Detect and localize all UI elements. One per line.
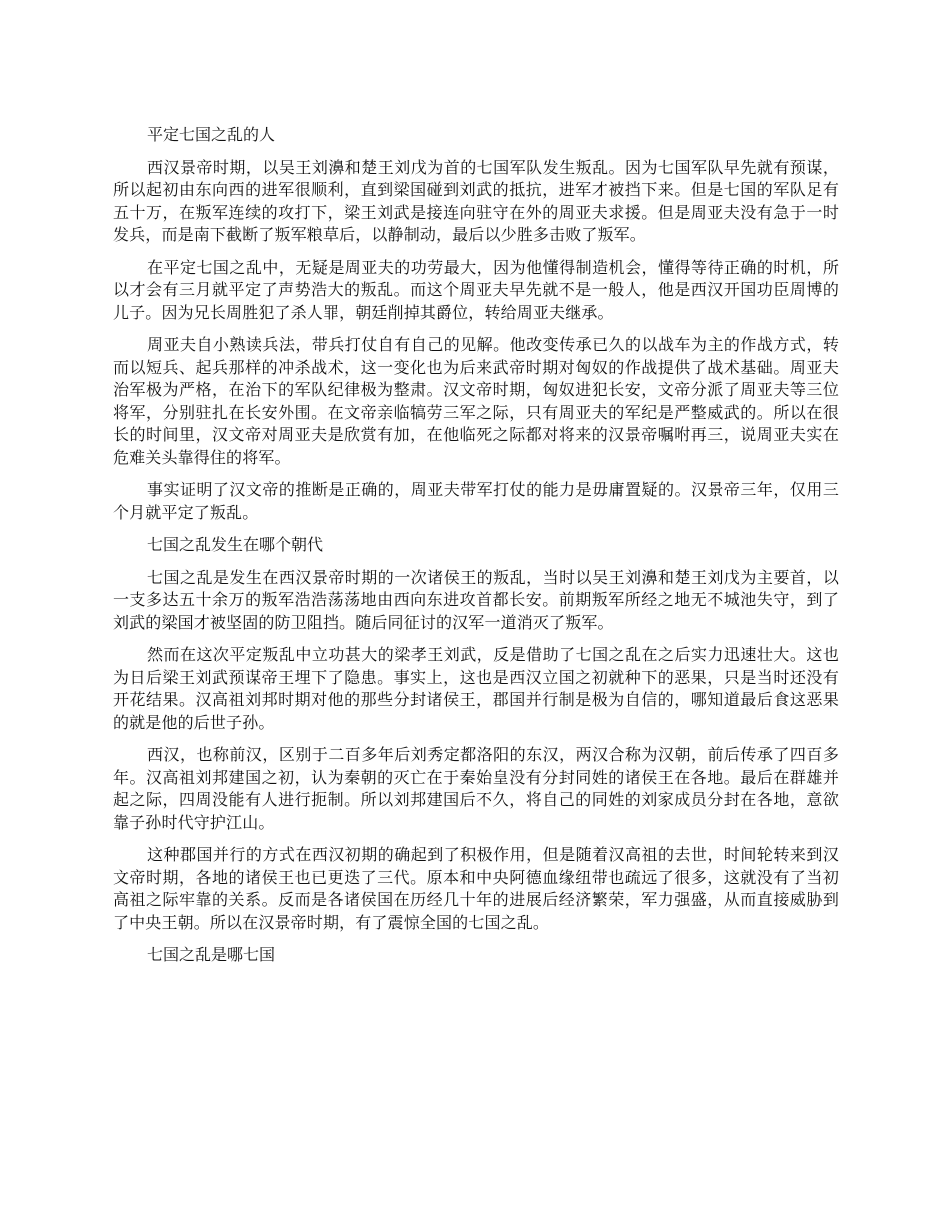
paragraph: 七国之乱是发生在西汉景帝时期的一次诸侯王的叛乱，当时以吴王刘濞和楚王刘戊为主要首，以一支多达五十余万的叛军浩浩荡荡地由西向东进攻首都长安。前期叛军所经之地无不城池失守，到了刘武的梁国才被坚固的防卫阻挡。随后同征讨的汉军一道消灭了叛军。 [113,567,839,632]
paragraph: 事实证明了汉文帝的推断是正确的，周亚夫带军打仗的能力是毋庸置疑的。汉景帝三年，仅用三个月就平定了叛乱。 [113,480,839,522]
section-heading-pingding: 平定七国之乱的人 [147,125,276,144]
section-heading-chaodai: 七国之乱发生在哪个朝代 [147,535,324,554]
paragraph: 在平定七国之乱中，无疑是周亚夫的功劳最大，因为他懂得制造机会，懂得等待正确的时机，所以才会有三月就平定了声势浩大的叛乱。而这个周亚夫早先就不是一般人，他是西汉开国功臣周博的儿子。因为兄长周胜犯了杀人罪，朝廷削掉其爵位，转给周亚夫继承。 [113,257,839,322]
paragraph: 这种郡国并行的方式在西汉初期的确起到了积极作用，但是随着汉高祖的去世，时间轮转来到汉文帝时期，各地的诸侯王也已更迭了三代。原本和中央阿德血缘纽带也疏远了很多，这就没有了当初高祖之际牢靠的关系。反而是各诸侯国在历经几十年的进展后经济繁荣，军力强盛，从而直接威胁到了中央王朝。所以在汉景帝时期，有了震惊全国的七国之乱。 [113,845,839,932]
paragraph: 然而在这次平定叛乱中立功甚大的梁孝王刘武，反是借助了七国之乱在之后实力迅速壮大。这也为日后梁王刘武预谋帝王埋下了隐患。事实上，这也是西汉立国之初就种下的恶果，只是当时还没有开花结果。汉高祖刘邦时期对他的那些分封诸侯王，郡国并行制是极为自信的，哪知道最后食这恶果的就是他的后世子孙。 [113,645,839,732]
section-heading-qiguo: 七国之乱是哪七国 [147,945,276,964]
paragraph: 西汉，也称前汉，区别于二百多年后刘秀定都洛阳的东汉，两汉合称为汉朝，前后传承了四百多年。汉高祖刘邦建国之初，认为秦朝的灭亡在于秦始皇没有分封同姓的诸侯王在各地。最后在群雄并起之际，四周没能有人进行扼制。所以刘邦建国后不久，将自己的同姓的刘家成员分封在各地，意欲靠子孙时代守护江山。 [113,745,839,832]
document-page [113,124,839,977]
paragraph: 周亚夫自小熟读兵法，带兵打仗自有自己的见解。他改变传承已久的以战车为主的作战方式，转而以短兵、起兵那样的冲杀战术，这一变化也为后来武帝时期对匈奴的作战提供了战术基础。周亚夫治军极为严格，在治下的军队纪律极为整肃。汉文帝时期，匈奴进犯长安，文帝分派了周亚夫等三位将军，分别驻扎在长安外围。在文帝亲临犒劳三军之际，只有周亚夫的军纪是严整威武的。所以在很长的时间里，汉文帝对周亚夫是欣赏有加，在他临死之际都对将来的汉景帝嘱咐再三，说周亚夫实在危难关头靠得住的将军。 [113,335,839,467]
paragraph: 西汉景帝时期，以吴王刘濞和楚王刘戊为首的七国军队发生叛乱。因为七国军队早先就有预谋，所以起初由东向西的进军很顺利，直到梁国碰到刘武的抵抗，进军才被挡下来。但是七国的军队足有五十万，在叛军连续的攻打下，梁王刘武是接连向驻守在外的周亚夫求援。但是周亚夫没有急于一时发兵，而是南下截断了叛军粮草后，以静制动，最后以少胜多击败了叛军。 [113,157,839,244]
